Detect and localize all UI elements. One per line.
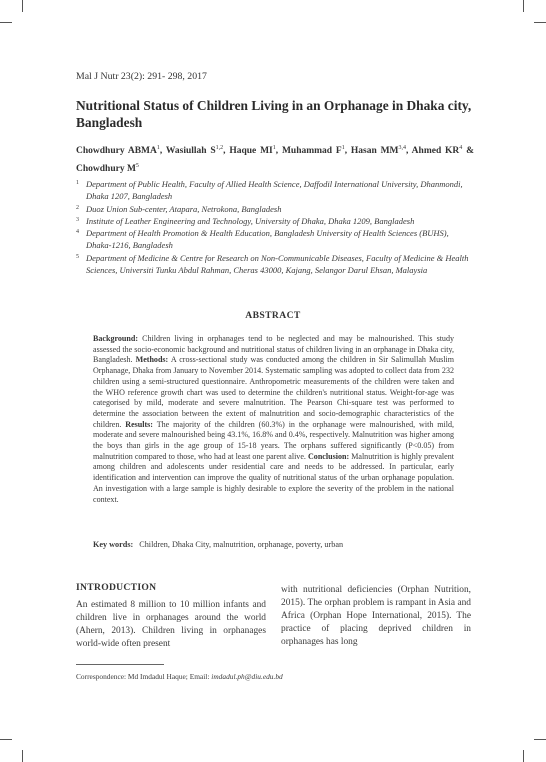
author-name: Hasan MM [350, 146, 399, 157]
keywords-label: Key words: [93, 540, 134, 549]
affiliation-text: Department of Public Health, Faculty of Allied Health Science, Daffodil International University, Dhanmondi, Dhaka 1207, Bangladesh [86, 179, 463, 202]
background-text: Children living in orphanages tend to be neglected and may be malnourished. This study assessed the socio-economic background and nutritional status of children living in an orphanage in Dhaka city, Bangladesh. [93, 334, 455, 365]
author-affiliation-marker: 4 [459, 145, 463, 151]
author-name: Wasiullah S [165, 146, 216, 157]
author-affiliation-marker: 1 [272, 145, 276, 151]
crop-mark [0, 739, 12, 740]
keywords [93, 540, 454, 549]
intro-right-column [281, 584, 471, 649]
crop-mark [22, 0, 23, 12]
conclusion-text: Malnutrition is highly prevalent among children and adolescents under residential care and needs to be addressed. In particular, early identification and intervention can improve the quality of nutritional status of the urban orphanage population. An investigation with a large sample is highly desirable to explore the severity of the problem in the national context. [93, 451, 454, 504]
affiliation-number: 4 [76, 229, 79, 236]
crop-mark [523, 0, 524, 12]
author-affiliation-marker: 5 [135, 162, 139, 169]
keywords-text: Children, Dhaka City, malnutrition, orphanage, poverty, urban [139, 540, 344, 549]
affiliation-number: 2 [76, 204, 79, 211]
author-affiliation-marker: 1 [156, 145, 160, 151]
abstract-body [93, 334, 454, 505]
correspondence-label: Correspondence: Md Imdadul Haque; Email: [76, 672, 210, 681]
affiliation-item [76, 178, 474, 203]
affiliation-item [76, 227, 474, 252]
crop-mark [523, 750, 524, 762]
affiliation-number: 3 [76, 216, 79, 223]
paper-title: Nutritional Status of Children Living in an Orphanage in Dhaka city, Bangladesh [76, 98, 472, 130]
author-name: Muhammad F [281, 146, 342, 157]
affiliation-list [76, 178, 474, 276]
affiliation-text: Department of Medicine & Centre for Research on Non-Communicable Diseases, Faculty of Medicine & Health Sciences, Universiti Tunku Abdul Rahman, Cheras 43000, Kajang, Selangor Darul Ehsan, Malaysia [86, 252, 469, 276]
affiliation-item [76, 215, 474, 227]
author-name: Haque MI [229, 146, 273, 157]
author-affiliation-marker: 1 [341, 145, 345, 151]
footnote-rule [76, 664, 164, 665]
crop-mark [534, 739, 546, 740]
affiliation-number: 5 [76, 253, 79, 260]
author-list: Chowdhury ABMA$^1$, Wasiullah S$^{1,2}$, Haque $MI^1$, Muhammad $F^1$, Hasan MM$^{3,4}$, Ahmed $KR^4$ & Chowdhury $M^5$ [76, 145, 475, 174]
intro-right-text: with nutritional deficiencies (Orphan Nutrition, 2015). The orphan problem is rampant in Asia and Africa (Orphan Hope International, 2015). The practice of placing deprived children in orphanages has long [281, 585, 471, 647]
intro-left-column [76, 582, 266, 651]
author-affiliation-marker: 3,4 [398, 145, 406, 151]
intro-left-text: An estimated 8 million to 10 million infants and children live in orphanages around the world (Ahern, 2013). Children living in orphanages world-wide often present [76, 600, 266, 649]
results-label: Results: [125, 419, 153, 429]
results-text: The majority of the children (60.3%) in the orphanage were malnourished, with mild, moderate and severe malnourished being 43.1%, 16.8% and 0.4%, respectively. Malnutrition was higher among the boys than girls in the age group of 15-18 years. The orphans suffered significantly (P<0.05) from malnutrition compared to those, who had at least one parent alive. [93, 419, 454, 461]
correspondence-note [76, 672, 283, 681]
author-affiliation-marker: 1,2 [215, 145, 224, 151]
affiliation-text: Duoz Union Sub-center, Atapara, Netrokona, Bangladesh [86, 203, 282, 214]
journal-reference: Mal J Nutr 23(2): 291- 298, 2017 [76, 71, 207, 82]
author-name: Chowdhury M [76, 163, 136, 174]
affiliation-text: Department of Health Promotion & Health Education, Bangladesh University of Health Sciences (BUHS), Dhaka-1216, Bangladesh [86, 228, 449, 251]
conclusion-label: Conclusion: [308, 451, 350, 461]
methods-text: A cross-sectional study was conducted among the children in Sir Salimullah Muslim Orphanage, Dhaka from January to November 2014. Systematic sampling was adopted to collect data from 232 children using a semi-structured questionnaire. Anthropometric measurements of the children were taken and the WHO reference growth chart was used to determine the children's nutritional status. Weight-for-age was categorised by mild, moderate and severe malnutrition. The Pearson Chi-square test was performed to determine the association between the extent of malnutrition and socio-demographic characteristics of the children. [93, 355, 454, 429]
author-name: Ahmed KR [411, 146, 460, 157]
affiliation-number: 1 [76, 180, 79, 186]
crop-mark [534, 22, 546, 23]
author-name: Chowdhury ABMA [76, 146, 157, 157]
background-label: Background: [93, 334, 139, 343]
affiliation-text: Institute of Leather Engineering and Technology, University of Dhaka, Dhaka 1209, Bangladesh [86, 215, 415, 226]
affiliation-item [76, 203, 474, 215]
crop-mark [22, 750, 23, 762]
methods-label: Methods: [135, 355, 169, 365]
intro-heading: INTRODUCTION [76, 582, 157, 593]
crop-mark [0, 22, 12, 23]
abstract-heading: ABSTRACT [245, 310, 301, 321]
correspondence-email[interactable]: imdadul.ph@diu.edu.bd [211, 672, 283, 681]
affiliation-item [76, 252, 474, 277]
